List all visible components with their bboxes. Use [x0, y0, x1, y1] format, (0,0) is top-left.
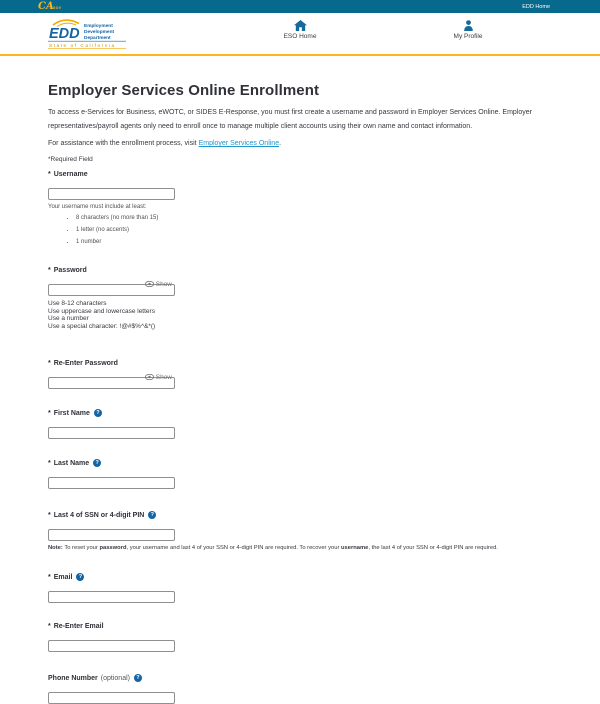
username-rule: • 1 letter (no accents): [76, 227, 552, 233]
eye-icon: [145, 374, 154, 380]
username-field-group: [48, 171, 552, 245]
username-rule: • 1 number: [76, 239, 552, 245]
nav-eso-home[interactable]: [276, 20, 324, 41]
password-label: * Password: [48, 267, 87, 274]
ca-gov-logo[interactable]: [38, 2, 61, 12]
reenter-email-input[interactable]: [48, 640, 175, 652]
svg-text:Department: Department: [84, 36, 111, 41]
ssn-pin-input[interactable]: [48, 529, 175, 541]
top-utility-bar: [0, 0, 600, 13]
required-mark: *: [48, 409, 51, 417]
required-mark: *: [48, 511, 51, 519]
last-name-help-icon[interactable]: ?: [93, 459, 101, 467]
email-field-group: [48, 573, 552, 603]
required-field-note: *Required Field: [48, 156, 93, 163]
intro-text: To access e-Services for Business, eWOTC, or SIDES E-Response, you must first create a username and password in Employer Services Online. Employer representatives/payroll agents only need to enroll once to manage multiple client accounts using their own name and contact information.: [48, 109, 532, 130]
ssn-pin-help-icon[interactable]: ?: [148, 511, 156, 519]
password-rule: Use 8-12 characters: [48, 300, 107, 307]
last-name-label: * Last Name ?: [48, 459, 552, 467]
assistance-prefix: For assistance with the enrollment process, visit: [48, 140, 199, 147]
email-label: * Email ?: [48, 573, 552, 581]
nav-eso-home-label: ESO Home: [283, 33, 317, 40]
last-name-input[interactable]: [48, 477, 175, 489]
password-show-button[interactable]: Show: [145, 278, 172, 290]
assistance-text: [48, 140, 552, 147]
reenter-password-label: * Re-Enter Password: [48, 360, 118, 368]
eye-icon: [145, 281, 154, 287]
edd-home-link[interactable]: EDD Home: [522, 3, 550, 10]
required-mark: *: [48, 360, 51, 368]
first-name-field-group: [48, 409, 552, 439]
reenter-email-label: * Re-Enter Email: [48, 623, 104, 631]
ca-gov-logo-sub: GOV: [52, 6, 62, 10]
phone-help-icon[interactable]: ?: [134, 674, 142, 682]
edd-logo[interactable]: [46, 18, 128, 54]
ca-gov-logo-text: CA: [38, 0, 54, 12]
username-rule: • 8 characters (no more than 15): [76, 215, 552, 221]
required-mark: *: [48, 573, 51, 581]
svg-text:Development: Development: [84, 30, 115, 35]
password-rule: Use a number: [48, 315, 89, 323]
site-header: [0, 13, 600, 54]
password-rules: [48, 300, 552, 330]
enrollment-page: [0, 56, 600, 704]
last-name-field-group: [48, 459, 552, 489]
username-input[interactable]: [48, 188, 175, 200]
password-rule: Use a special character: !@#$%^&*(): [48, 322, 156, 330]
reenter-password-show-button[interactable]: Show: [145, 371, 172, 383]
reenter-email-field-group: [48, 623, 552, 652]
assistance-suffix: .: [279, 140, 282, 147]
nav-my-profile-label: My Profile: [453, 33, 483, 40]
ssn-pin-note: Note: To reset your password, your username and last 4 of your SSN or 4-digit PIN are required. To recover your username, the last 4 of your SSN or 4-digit PIN are required.: [48, 545, 498, 552]
phone-field-group: [48, 674, 552, 704]
required-mark: *: [48, 459, 51, 467]
first-name-help-icon[interactable]: ?: [94, 409, 102, 417]
page-title: Employer Services Online Enrollment: [48, 82, 320, 99]
edd-logo-graphic: [46, 18, 128, 49]
phone-label: Phone Number (optional) ?: [48, 674, 552, 682]
username-rules-intro: Your username must include at least:: [48, 204, 147, 210]
username-rules-list: [48, 215, 552, 245]
username-label: * Username: [48, 171, 88, 178]
required-mark: *: [48, 267, 51, 274]
home-icon: [294, 20, 307, 31]
ssn-pin-field-group: [48, 511, 552, 551]
password-rule: Use uppercase and lowercase letters: [48, 307, 155, 315]
person-icon: [463, 20, 474, 31]
phone-optional-text: (optional): [100, 674, 130, 682]
required-mark: *: [48, 171, 51, 178]
email-input[interactable]: [48, 591, 175, 603]
password-field-group: [48, 267, 552, 330]
reenter-password-field-group: [48, 360, 552, 389]
svg-text:Employment: Employment: [84, 24, 113, 29]
required-mark: *: [48, 623, 51, 631]
first-name-label: * First Name ?: [48, 409, 552, 417]
phone-input[interactable]: [48, 692, 175, 704]
ssn-pin-label: * Last 4 of SSN or 4-digit PIN ?: [48, 511, 552, 519]
email-help-icon[interactable]: ?: [76, 573, 84, 581]
employer-services-online-link[interactable]: Employer Services Online: [198, 140, 280, 147]
svg-text:State of California: State of California: [49, 44, 116, 49]
svg-text:EDD: EDD: [49, 26, 80, 42]
nav-my-profile[interactable]: [444, 20, 492, 41]
first-name-input[interactable]: [48, 427, 175, 439]
